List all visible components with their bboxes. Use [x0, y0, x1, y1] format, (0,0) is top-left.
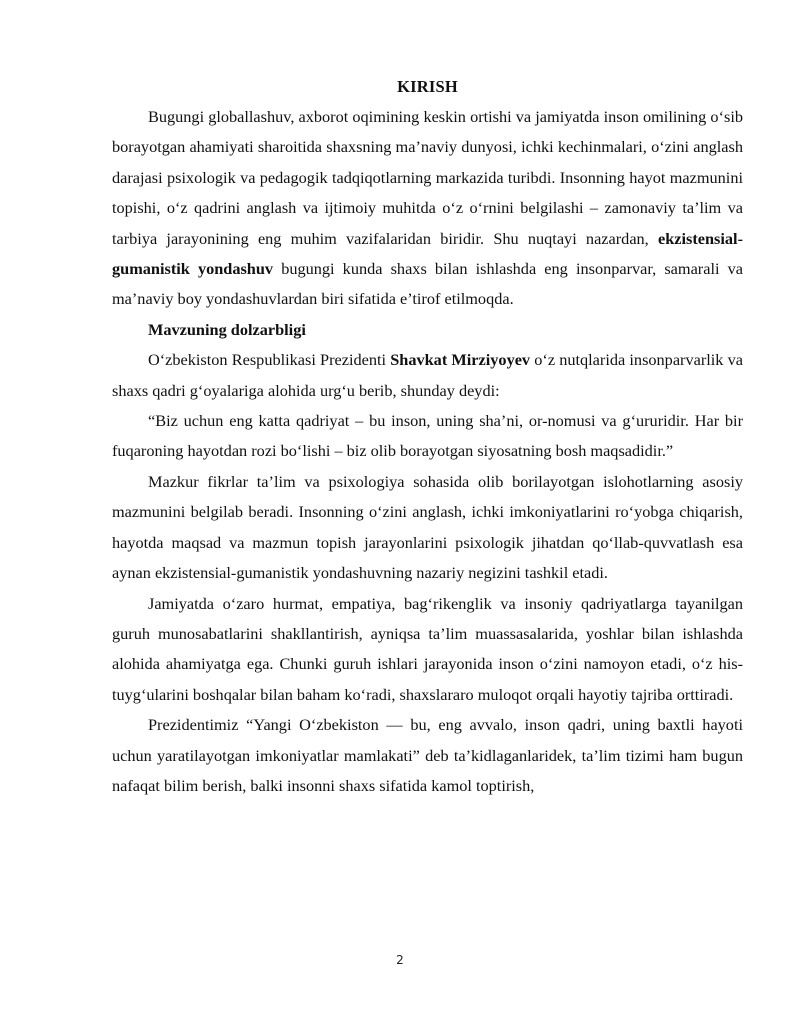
body-paragraph-3: Prezidentimiz “Yangi O‘zbekiston — bu, eng avvalo, inson qadri, uning baxtli hayoti uchun yaratilayotgan imkoniyatlar mamlakati” deb ta’kidlaganlaridek, ta’lim tizimi ham bugun nafaqat bilim berish, balki insonni shaxs sifatida kamol toptirish,: [112, 715, 743, 795]
intro-bold-term: ekzistensial-gumanistik yondashuv: [112, 228, 743, 279]
page-content: [112, 72, 743, 801]
page-title: KIRISH: [397, 77, 458, 96]
president-text-before: O‘zbekiston Respublikasi Prezidenti: [148, 350, 391, 370]
body-paragraph-2: Jamiyatda o‘zaro hurmat, empatiya, bag‘rikenglik va insoniy qadriyatlarga tayanilgan guruh munosabatlarini shakllantirish, ayniqsa ta’lim muassasalarida, yoshlar bilan ishlashda alohida ahamiyatga ega. Chunki guruh ishlari jarayonida inson o‘zini namoyon etadi, o‘z his-tuyg‘ularini boshqalar bilan baham ko‘radi, shaxslararo muloqot orqali hayotiy tajriba orttiradi.: [112, 593, 743, 704]
body-paragraph-1: Mazkur fikrlar ta’lim va psixologiya sohasida olib borilayotgan islohotlarning asosiy mazmunini belgilab beradi. Insonning o‘zini anglash, ichki imkoniyatlarini ro‘yobga chiqarish, hayotda maqsad va mazmun topish jarayonlarini psixologik jihatdan qo‘llab-quvvatlash esa aynan ekzistensial-gumanistik yondashuvning nazariy negizini tashkil etadi.: [112, 471, 743, 583]
intro-text-after: bugungi kunda shaxs bilan ishlashda eng insonparvar, samarali va ma’naviy boy yondashuvlardan biri sifatida e’tirof etilmoqda.: [112, 259, 743, 309]
intro-paragraph: [112, 102, 743, 315]
page-number: 2: [396, 953, 404, 967]
president-paragraph: [112, 345, 743, 406]
quote-paragraph: “Biz uchun eng katta qadriyat – bu inson, uning sha’ni, or-nomusi va g‘ururidir. Har bir fuqaroning hayotdan rozi bo‘lishi – biz olib borayotgan siyosatning bosh maqsadidir.”: [112, 411, 743, 461]
section-heading: Mavzuning dolzarbligi: [148, 319, 306, 339]
president-text-after: o‘z nutqlarida insonparvarlik va shaxs qadri g‘oyalariga alohida urg‘u berib, shunday deydi:: [112, 350, 743, 400]
intro-text-before: Bugungi globallashuv, axborot oqimining keskin ortishi va jamiyatda inson omilining o‘sib borayotgan ahamiyati sharoitida shaxsning ma’naviy dunyosi, ichki kechinmalari, o‘zini anglash darajasi psixologik va pedagogik tadqiqotlarning markazida turibdi. Insonning hayot mazmunini topishi, o‘z qadrini anglash va ijtimoiy muhitda o‘z o‘rnini belgilashi – zamonaviy ta’lim va tarbiya jarayonining eng muhim vazifalaridan biridir. Shu nuqtayi nazardan,: [112, 107, 743, 248]
president-name: Shavkat Mirziyoyev: [390, 350, 531, 370]
